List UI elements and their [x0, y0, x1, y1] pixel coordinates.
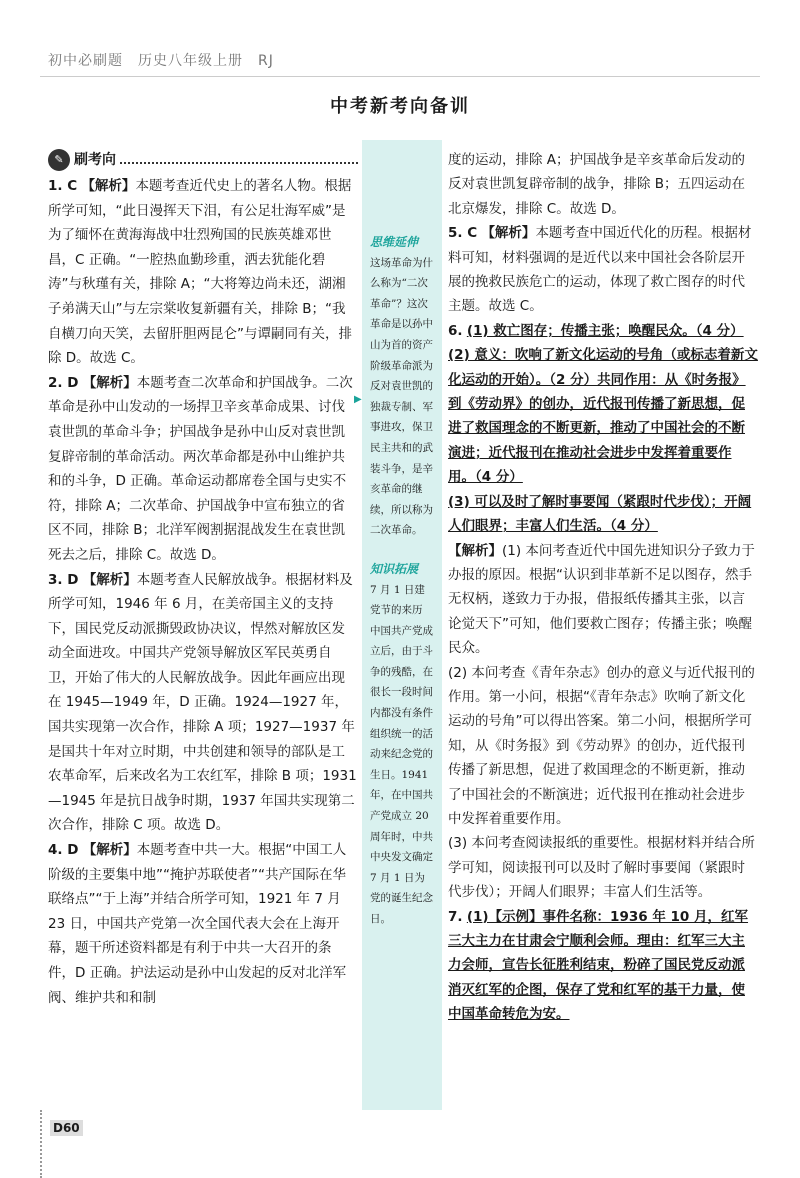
header-divider: [40, 76, 760, 77]
analysis-tag: 【解析】: [448, 542, 502, 559]
analysis-tag: 【解析】: [82, 571, 137, 588]
answer-text: 本题考查二次革命和护国战争。二次革命是孙中山发动的一场捍卫辛亥革命成果、讨伐袁世凯的革命斗争；护国战争是孙中山反对袁世凯复辟帝制的革命活动。两次革命都是孙中山维护共和的斗争，D 正确。革命运动都席卷全国与史实不符，排除 A；二次革命、护国战争中宣布独立的省区不同，排除 B；北洋军阀割据混战发生在袁世凯死去之后，排除 C。故选 D。: [48, 374, 353, 563]
sidebar-text-knowledge: 7 月 1 日建党节的来历 中国共产党成立后，由于斗争的残酷，在很长一段时间内都没有条件组织统一的活动来纪念党的生日。1941 年，在中国共产党成立 20 周年时，中共中央发文确定 7 月 1 日为党的诞生纪念日。: [370, 583, 433, 925]
answer-item-2: [48, 371, 358, 568]
answer-number: 1. C: [48, 178, 78, 194]
analysis-part-1: (1) 本问考查近代中国先进知识分子致力于办报的原因。根据“认识到非革新不足以图存，然手无权柄，遂致力于办报，借报纸传播其主张，以言论觉天下”可知，他们要救亡图存；传播主张；唤醒民众。: [448, 542, 755, 657]
answer-item-4: [48, 838, 358, 1010]
answer-text: 本题考查中国近代化的历程。根据材料可知，材料强调的是近代以来中国社会各阶层开展的挽救民族危亡的运动，体现了救亡图存的时代主题。故选 C。: [448, 225, 752, 315]
page-title: 中考新考向备训: [330, 96, 470, 117]
answer-item-6: [448, 319, 758, 905]
sidebar-notes: [362, 140, 442, 1110]
analysis-part-3: (3) 本问考查阅读报纸的重要性。根据材料并结合所学可知，阅读报刊可以及时了解时事要闻（紧跟时代步伐）；开阔人们眼界；丰富人们生活等。: [448, 835, 755, 901]
answer-number: 6.: [448, 322, 463, 339]
answer-text: 本题考查人民解放战争。根据材料及所学可知，1946 年 6 月，在美帝国主义的支持下，国民党反动派撕毁政协决议，悍然对解放区发动全面进攻。中国共产党领导解放区军民英勇自卫，开始了伟大的人民解放战争。因此年画应出现在 1945—1949 年，D 正确。1924—1927 年，国共实现第一次合作，排除 A 项；1927—1937 年是国共十年对立时期，中共创建和领导的部队是工农革命军，后来改名为工农红军，排除 B 项；1931—1945 年是抗日战争时期，1937 年国共实现第二次合作，排除 C 项。故选 D。: [48, 571, 357, 834]
answer-part-2: (2) 意义：吹响了新文化运动的号角（或标志着新文化运动的开始）。（2 分）共同作用：从《时务报》到《劳动界》的创办，近代报刊传播了新思想，促进了救国理念的不断更新，推动了中国社会的不断演进；近代报刊在推动社会进步中发挥着重要作用。（4 分）: [448, 347, 758, 486]
pencil-icon: ✎: [48, 149, 70, 171]
answer-number: 3. D: [48, 571, 79, 588]
answer-number: 5. C: [448, 225, 478, 242]
answer-number: 7.: [448, 908, 463, 925]
answer-number: 4. D: [48, 842, 79, 859]
analysis-tag: 【解析】: [81, 178, 136, 194]
section-label: 刷考向: [74, 151, 116, 168]
answer-item-1: [48, 174, 358, 371]
answer-part-1: (1) 救亡图存；传播主张；唤醒民众。（4 分）: [466, 322, 744, 339]
answer-number: 2. D: [48, 374, 79, 391]
running-header: 初中必刷题 历史八年级上册 RJ: [48, 53, 274, 69]
left-column: [48, 148, 358, 1010]
margin-dots: [40, 1110, 48, 1178]
answer-text: 本题考查近代史上的著名人物。根据所学可知，“此日漫挥天下泪，有公足壮海军威”是为了缅怀在黄海海战中壮烈殉国的民族英雄邓世昌，C 正确。“一腔热血勤珍重，洒去犹能化碧涛”与秋瑾有关，排除 A；“大将筹边尚未还，湖湘子弟满天山”与左宗棠收复新疆有关，排除 B；“我自横刀向天笑，去留肝胆两昆仑”与谭嗣同有关，排除 D。故选 C。: [48, 178, 352, 367]
right-column: [448, 148, 758, 1027]
sidebar-text-thinking: 这场革命为什么称为“二次革命”？这次革命是以孙中山为首的资产阶级革命派为反对袁世凯的独裁专制、军事进攻，保卫民主共和的武装斗争，是辛亥革命的继续，所以称为二次革命。: [370, 256, 433, 537]
dotted-rule: [120, 162, 358, 164]
analysis-tag: 【解析】: [481, 225, 536, 242]
answer-item-3: [48, 568, 358, 839]
answer-part-3: (3) 可以及时了解时事要闻（紧跟时代步伐）；开阔人们眼界；丰富人们生活。（4 分）: [448, 493, 752, 535]
analysis-part-2: (2) 本问考查《青年杂志》创办的意义与近代报刊的作用。第一小问，根据“《青年杂志》吹响了新文化运动的号角”可以得出答案。第二小问，根据所学可知，从《时务报》到《劳动界》的创办，近代报刊传播了新思想，促进了救国理念的不断更新，推动了中国社会的不断演进；近代报刊在推动社会进步中发挥着重要作用。: [448, 664, 755, 827]
answer-item-5: [448, 221, 758, 319]
analysis-tag: 【解析】: [82, 842, 137, 859]
sidebar-title-knowledge: 知识拓展: [370, 561, 419, 576]
section-header: [48, 148, 358, 172]
page-number: D60: [50, 1120, 83, 1136]
triangle-right-icon: ▶: [354, 394, 362, 405]
answer-item-7: [448, 905, 758, 1027]
answer-continuation: 度的运动，排除 A；护国战争是辛亥革命后发动的反对袁世凯复辟帝制的战争，排除 B；五四运动在北京爆发，排除 C。故选 D。: [448, 152, 746, 217]
analysis-tag: 【解析】: [82, 374, 137, 391]
answer-text: (1)【示例】事件名称：1936 年 10 月，红军三大主力在甘肃会宁顺利会师。理由：红军三大主力会师，宣告长征胜利结束，粉碎了国民党反动派消灭红军的企图，保存了党和红军的基干力量，使中国革命转危为安。: [448, 908, 749, 1023]
answer-text: 本题考查中共一大。根据“中国工人阶级的主要集中地”“掩护苏联使者”“共产国际在华联络点”“于上海”并结合所学可知，1921 年 7 月 23 日，中国共产党第一次全国代表大会在上海开幕，题干所述资料都是有利于中共一大召开的条件，D 正确。护法运动是孙中山发起的反对北洋军阀、维护共和和制: [48, 842, 347, 1006]
sidebar-title-thinking: 思维延伸: [370, 235, 419, 249]
